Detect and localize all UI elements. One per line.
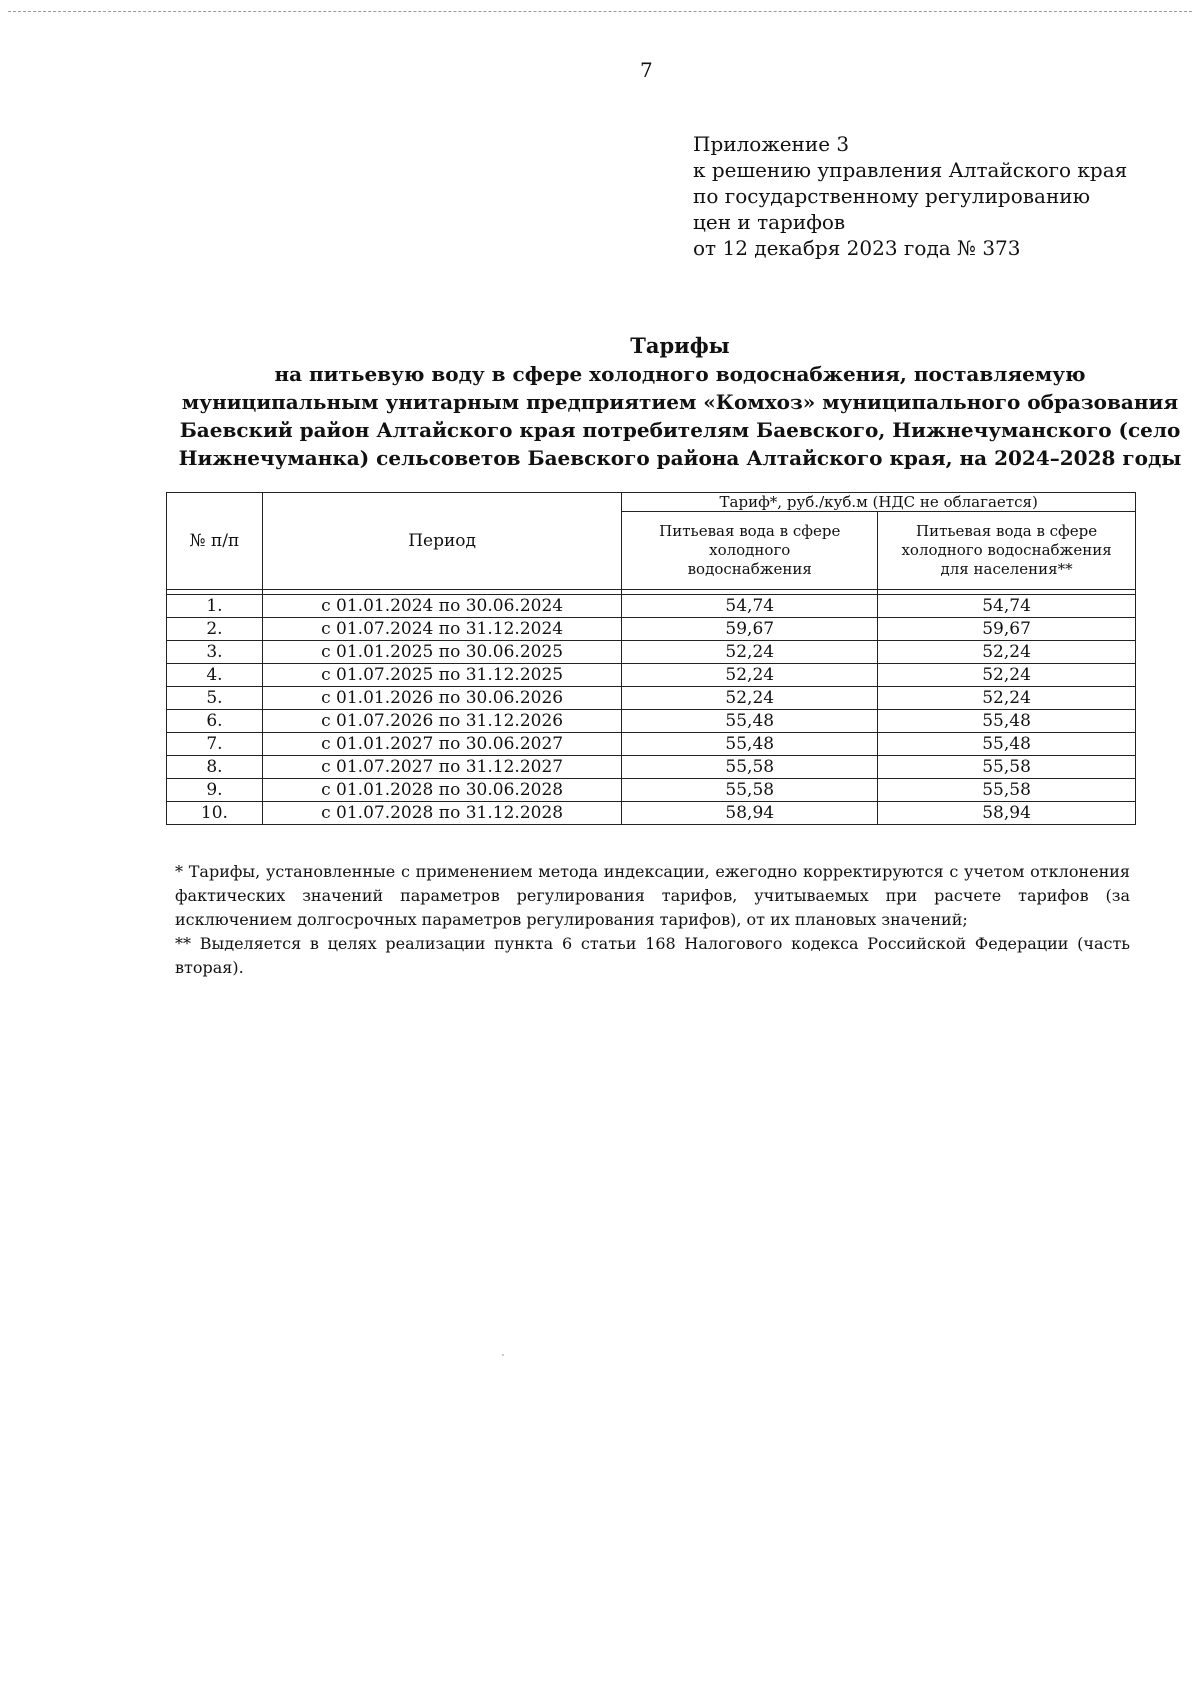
- title-line: муниципальным унитарным предприятием «Комхоз» муниципального образования: [181, 390, 1179, 414]
- table-row: [167, 756, 1136, 779]
- appendix-line: к решению управления Алтайского края: [693, 158, 1128, 182]
- title-line: на питьевую воду в сфере холодного водоснабжения, поставляемую: [274, 362, 1086, 386]
- cell-tariff-a: 55,58: [622, 779, 878, 802]
- cell-num: 7.: [167, 733, 263, 756]
- cell-num: 3.: [167, 641, 263, 664]
- scan-artifact: [502, 1354, 504, 1356]
- table-row: [167, 664, 1136, 687]
- title-line: Баевский район Алтайского края потребителям Баевского, Нижнечуманского (село: [179, 418, 1181, 442]
- cell-tariff-b: 55,48: [878, 710, 1136, 733]
- appendix-block: [693, 131, 1153, 261]
- table-row: [167, 641, 1136, 664]
- cell-tariff-b: 54,74: [878, 595, 1136, 618]
- cell-tariff-a: 52,24: [622, 664, 878, 687]
- cell-period: с 01.01.2027 по 30.06.2027: [262, 733, 621, 756]
- cell-period: с 01.07.2024 по 31.12.2024: [262, 618, 621, 641]
- title-main: Тарифы: [630, 333, 730, 358]
- cell-period: с 01.01.2028 по 30.06.2028: [262, 779, 621, 802]
- appendix-line: по государственному регулированию: [693, 184, 1091, 208]
- cell-tariff-b: 58,94: [878, 802, 1136, 825]
- cell-tariff-a: 58,94: [622, 802, 878, 825]
- cell-tariff-a: 55,48: [622, 710, 878, 733]
- table-row: [167, 802, 1136, 825]
- footnote-2: ** Выделяется в целях реализации пункта 6 статьи 168 Налогового кодекса Российской Федерации (часть вторая).: [175, 934, 1130, 977]
- cell-num: 2.: [167, 618, 263, 641]
- header-col-a: Питьевая вода в сфере холодного водоснабжения: [622, 512, 878, 590]
- cell-num: 9.: [167, 779, 263, 802]
- cell-num: 5.: [167, 687, 263, 710]
- cell-period: с 01.07.2028 по 31.12.2028: [262, 802, 621, 825]
- cell-tariff-b: 59,67: [878, 618, 1136, 641]
- page-number: 7: [640, 58, 653, 82]
- header-period: Период: [262, 493, 621, 590]
- table-row: [167, 733, 1136, 756]
- header-num: № п/п: [167, 493, 263, 590]
- cell-tariff-b: 55,58: [878, 779, 1136, 802]
- appendix-line: цен и тарифов: [693, 210, 846, 234]
- cell-period: с 01.01.2024 по 30.06.2024: [262, 595, 621, 618]
- cell-tariff-b: 52,24: [878, 664, 1136, 687]
- table-row: [167, 618, 1136, 641]
- header-col-b: Питьевая вода в сфере холодного водоснабжения для населения**: [878, 512, 1136, 590]
- tariff-table: [166, 492, 1136, 825]
- title-line: Нижнечуманка) сельсоветов Баевского района Алтайского края, на 2024–2028 годы: [178, 446, 1182, 470]
- cell-tariff-a: 52,24: [622, 641, 878, 664]
- footnote-1: * Тарифы, установленные с применением метода индексации, ежегодно корректируются с учетом отклонения фактических значений параметров регулирования тарифов, учитываемых при расчете тарифов (за исключением долгосрочных параметров регулирования тарифов), от их плановых значений;: [175, 862, 1130, 929]
- cell-tariff-a: 55,48: [622, 733, 878, 756]
- cell-period: с 01.01.2025 по 30.06.2025: [262, 641, 621, 664]
- cell-period: с 01.07.2026 по 31.12.2026: [262, 710, 621, 733]
- cell-tariff-a: 59,67: [622, 618, 878, 641]
- cell-tariff-b: 55,48: [878, 733, 1136, 756]
- table-row: [167, 710, 1136, 733]
- scan-top-edge: [8, 11, 1192, 12]
- appendix-line: от 12 декабря 2023 года № 373: [693, 236, 1021, 260]
- cell-tariff-a: 55,58: [622, 756, 878, 779]
- cell-num: 8.: [167, 756, 263, 779]
- table-row: [167, 595, 1136, 618]
- cell-num: 4.: [167, 664, 263, 687]
- footnotes: [175, 860, 1130, 980]
- cell-period: с 01.01.2026 по 30.06.2026: [262, 687, 621, 710]
- cell-period: с 01.07.2025 по 31.12.2025: [262, 664, 621, 687]
- cell-tariff-a: 52,24: [622, 687, 878, 710]
- table-header-row: [167, 493, 1136, 512]
- header-tariff-group: Тариф*, руб./куб.м (НДС не облагается): [622, 493, 1136, 512]
- cell-num: 6.: [167, 710, 263, 733]
- table-row: [167, 779, 1136, 802]
- cell-num: 10.: [167, 802, 263, 825]
- appendix-line: Приложение 3: [693, 132, 850, 156]
- cell-tariff-b: 52,24: [878, 641, 1136, 664]
- document-title: [170, 332, 1190, 472]
- cell-period: с 01.07.2027 по 31.12.2027: [262, 756, 621, 779]
- cell-num: 1.: [167, 595, 263, 618]
- cell-tariff-b: 55,58: [878, 756, 1136, 779]
- table-row: [167, 687, 1136, 710]
- cell-tariff-a: 54,74: [622, 595, 878, 618]
- cell-tariff-b: 52,24: [878, 687, 1136, 710]
